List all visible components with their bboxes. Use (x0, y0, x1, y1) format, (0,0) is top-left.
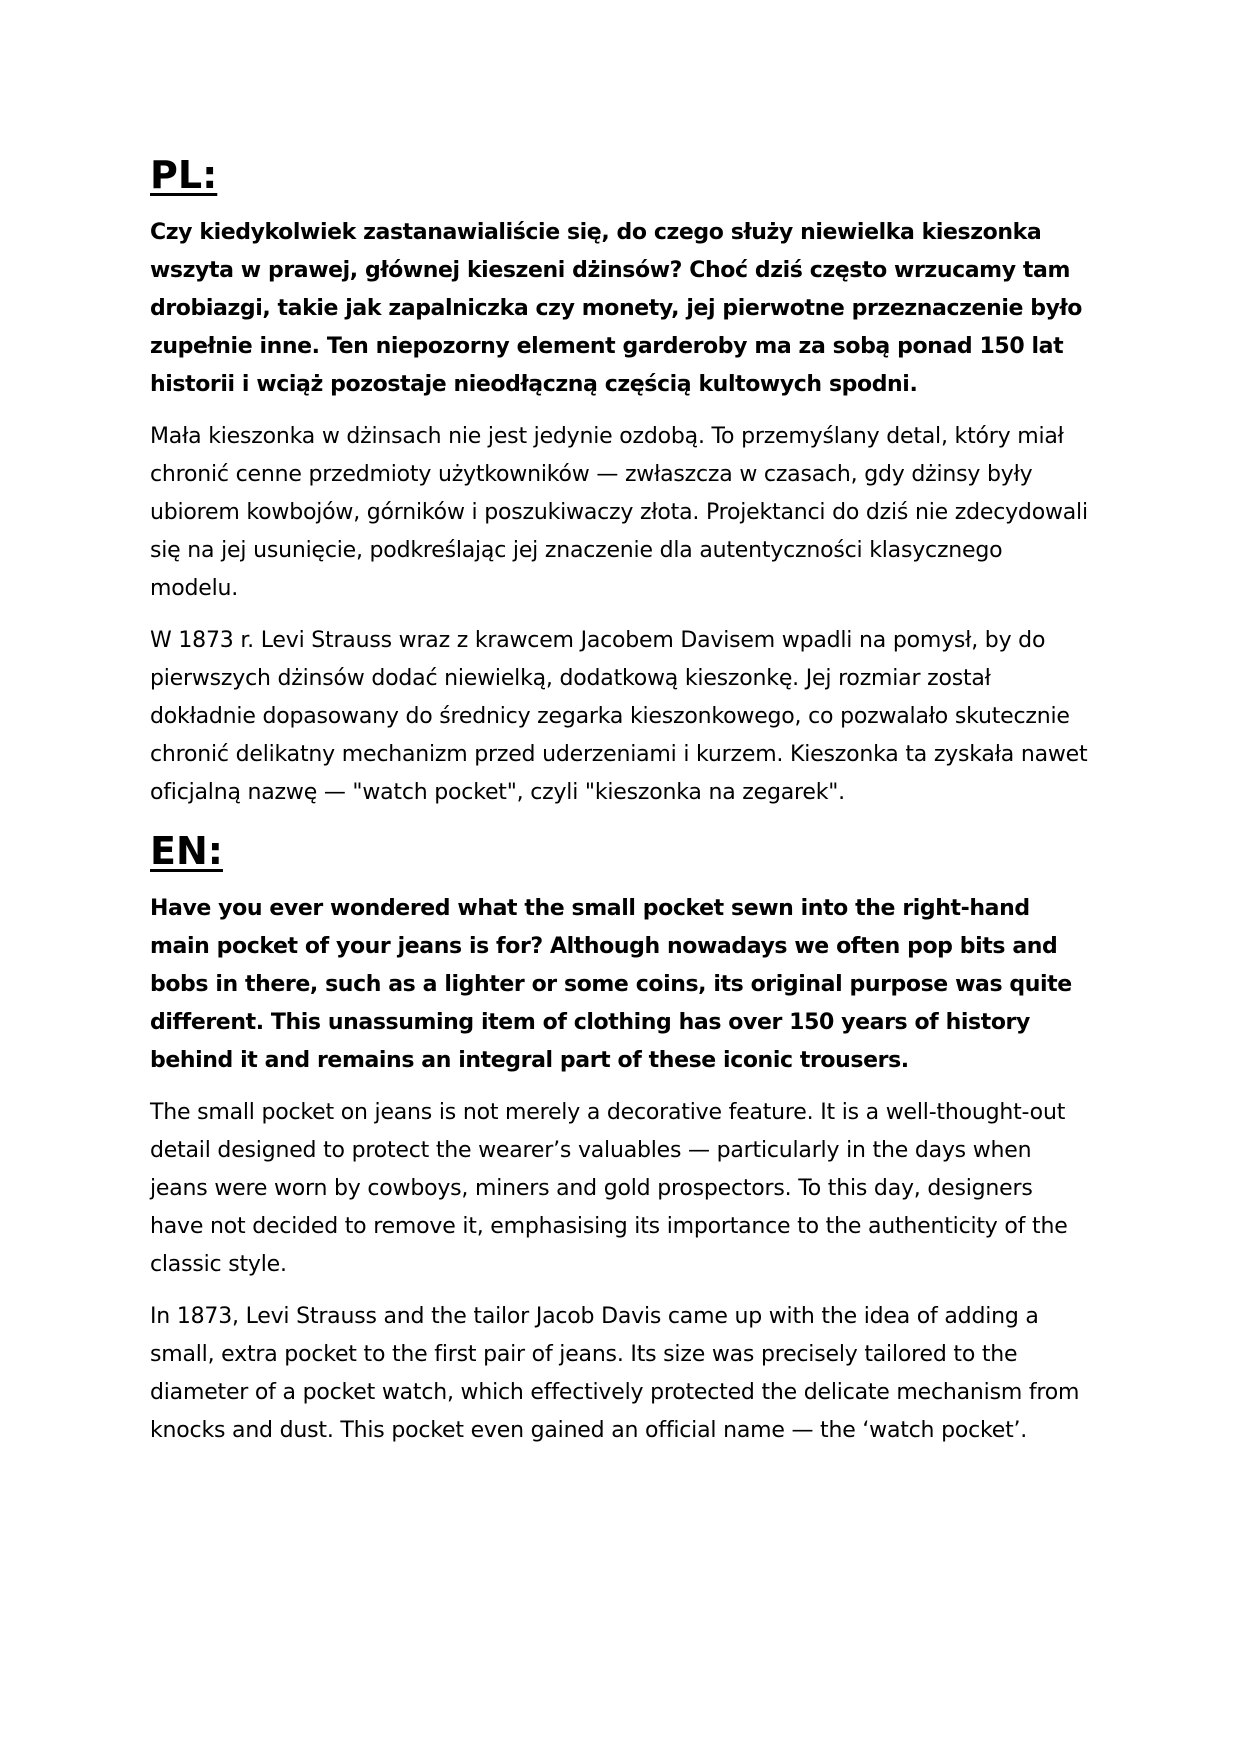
paragraph-pl-2: W 1873 r. Levi Strauss wraz z krawcem Jacobem Davisem wpadli na pomysł, by do pierwszych dżinsów dodać niewielką, dodatkową kieszonkę. Jej rozmiar został dokładnie dopasowany do średnicy zegarka kieszonkowego, co pozwalało skutecznie chronić delikatny mechanizm przed uderzeniami i kurzem. Kieszonka ta zyskała nawet oficjalną nazwę — "watch pocket", czyli "kieszonka na zegarek". (150, 628, 1088, 805)
heading-en: EN: (150, 829, 223, 873)
paragraph-pl-1: Mała kieszonka w dżinsach nie jest jedynie ozdobą. To przemyślany detal, który miał chronić cenne przedmioty użytkowników — zwłaszcza w czasach, gdy dżinsy były ubiorem kowbojów, górników i poszukiwaczy złota. Projektanci do dziś nie zdecydowali się na jej usunięcie, podkreślając jej znaczenie dla autentyczności klasycznego modelu. (150, 424, 1088, 601)
lead-paragraph-pl: Czy kiedykolwiek zastanawialiście się, do czego służy niewielka kieszonka wszyta w prawej, głównej kieszeni dżinsów? Choć dziś często wrzucamy tam drobiazgi, takie jak zapalniczka czy monety, jej pierwotne przeznaczenie było zupełnie inne. Ten niepozorny element garderoby ma za sobą ponad 150 lat historii i wciąż pozostaje nieodłączną częścią kultowych spodni. (150, 220, 1083, 397)
document-page (150, 150, 1090, 1464)
heading-pl: PL: (150, 153, 218, 197)
section-en (150, 826, 1090, 1450)
paragraph-en-2: In 1873, Levi Strauss and the tailor Jacob Davis came up with the idea of adding a small, extra pocket to the first pair of jeans. Its size was precisely tailored to the diameter of a pocket watch, which effectively protected the delicate mechanism from knocks and dust. This pocket even gained an official name — the ‘watch pocket’. (150, 1304, 1080, 1443)
section-pl (150, 150, 1090, 812)
paragraph-en-1: The small pocket on jeans is not merely a decorative feature. It is a well-thought-out detail designed to protect the wearer’s valuables — particularly in the days when jeans were worn by cowboys, miners and gold prospectors. To this day, designers have not decided to remove it, emphasising its importance to the authenticity of the classic style. (150, 1100, 1068, 1277)
lead-paragraph-en: Have you ever wondered what the small pocket sewn into the right-hand main pocket of your jeans is for? Although nowadays we often pop bits and bobs in there, such as a lighter or some coins, its original purpose was quite different. This unassuming item of clothing has over 150 years of history behind it and remains an integral part of these iconic trousers. (150, 896, 1072, 1073)
